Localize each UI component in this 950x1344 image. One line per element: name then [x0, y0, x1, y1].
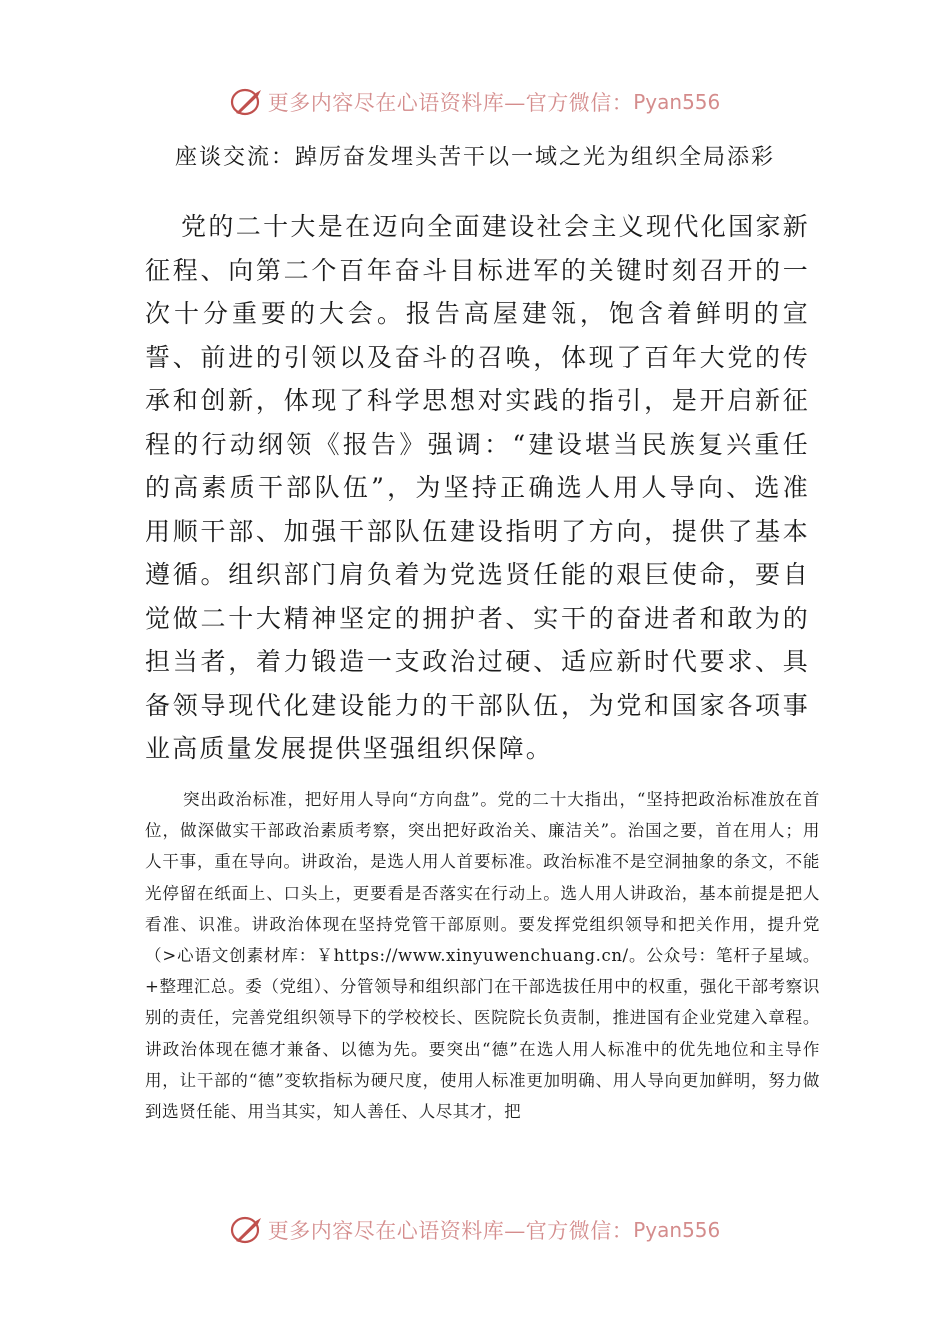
footer-watermark-content: [230, 1215, 721, 1245]
header-watermark-banner: [0, 82, 950, 122]
footer-watermark-text: 更多内容尽在心语资料库—官方微信：: [267, 1219, 634, 1243]
header-watermark-wechat-id: Pyan556: [633, 90, 721, 114]
header-watermark-text: 更多内容尽在心语资料库—官方微信：: [267, 91, 634, 115]
header-watermark-content: [230, 87, 721, 117]
document-title: 座谈交流：踔厉奋发埋头苦干以一域之光为组织全局添彩: [174, 145, 775, 170]
body-paragraph: 突出政治标准，把好用人导向“方向盘”。党的二十大指出，“坚持把政治标准放在首位，做深做实干部政治素质考察，突出把好政治关、廉洁关”。治国之要，首在用人；用人干事，重在导向。讲政治，是选人用人首要标准。政治标准不是空洞抽象的条文，不能光停留在纸面上、口头上，更要看是否落实在行动上。选人用人讲政治，基本前提是把人看准、识准。讲政治体现在坚持党管干部原则。要发挥党组织领导和把关作用，提升党（>心语文创素材库：￥https://www.xinyuwenchuang.cn/。公众号：笔杆子星域。+整理汇总。委（党组）、分管领导和组织部门在干部选拔任用中的权重，强化干部考察识别的责任，完善党组织领导下的学校校长、医院院长负责制，推进国有企业党建入章程。讲政治体现在德才兼备、以德为先。要突出“德”在选人用人标准中的优先地位和主导作用，让干部的“德”变软指标为硬尺度，使用人标准更加明确、用人导向更加鲜明，努力做到选贤任能、用当其实，知人善任、人尽其才，把: [145, 790, 820, 1122]
footer-watermark-wechat-id: Pyan556: [633, 1218, 721, 1242]
quill-pen-logo-icon: [230, 87, 264, 117]
quill-pen-logo-icon: [230, 1215, 264, 1245]
intro-paragraph: 党的二十大是在迈向全面建设社会主义现代化国家新征程、向第二个百年奋斗目标进军的关键时刻召开的一次十分重要的大会。报告高屋建瓴，饱含着鲜明的宣誓、前进的引领以及奋斗的召唤，体现了百年大党的传承和创新，体现了科学思想对实践的指引，是开启新征程的行动纲领《报告》强调：“建设堪当民族复兴重任的高素质干部队伍”，为坚持正确选人用人导向、选准用顺干部、加强干部队伍建设指明了方向，提供了基本遵循。组织部门肩负着为党选贤任能的艰巨使命，要自觉做二十大精神坚定的拥护者、实干的奋进者和敢为的担当者，着力锻造一支政治过硬、适应新时代要求、具备领导现代化建设能力的干部队伍，为党和国家各项事业高质量发展提供坚强组织保障。: [145, 212, 810, 763]
footer-watermark-banner: [0, 1210, 950, 1250]
